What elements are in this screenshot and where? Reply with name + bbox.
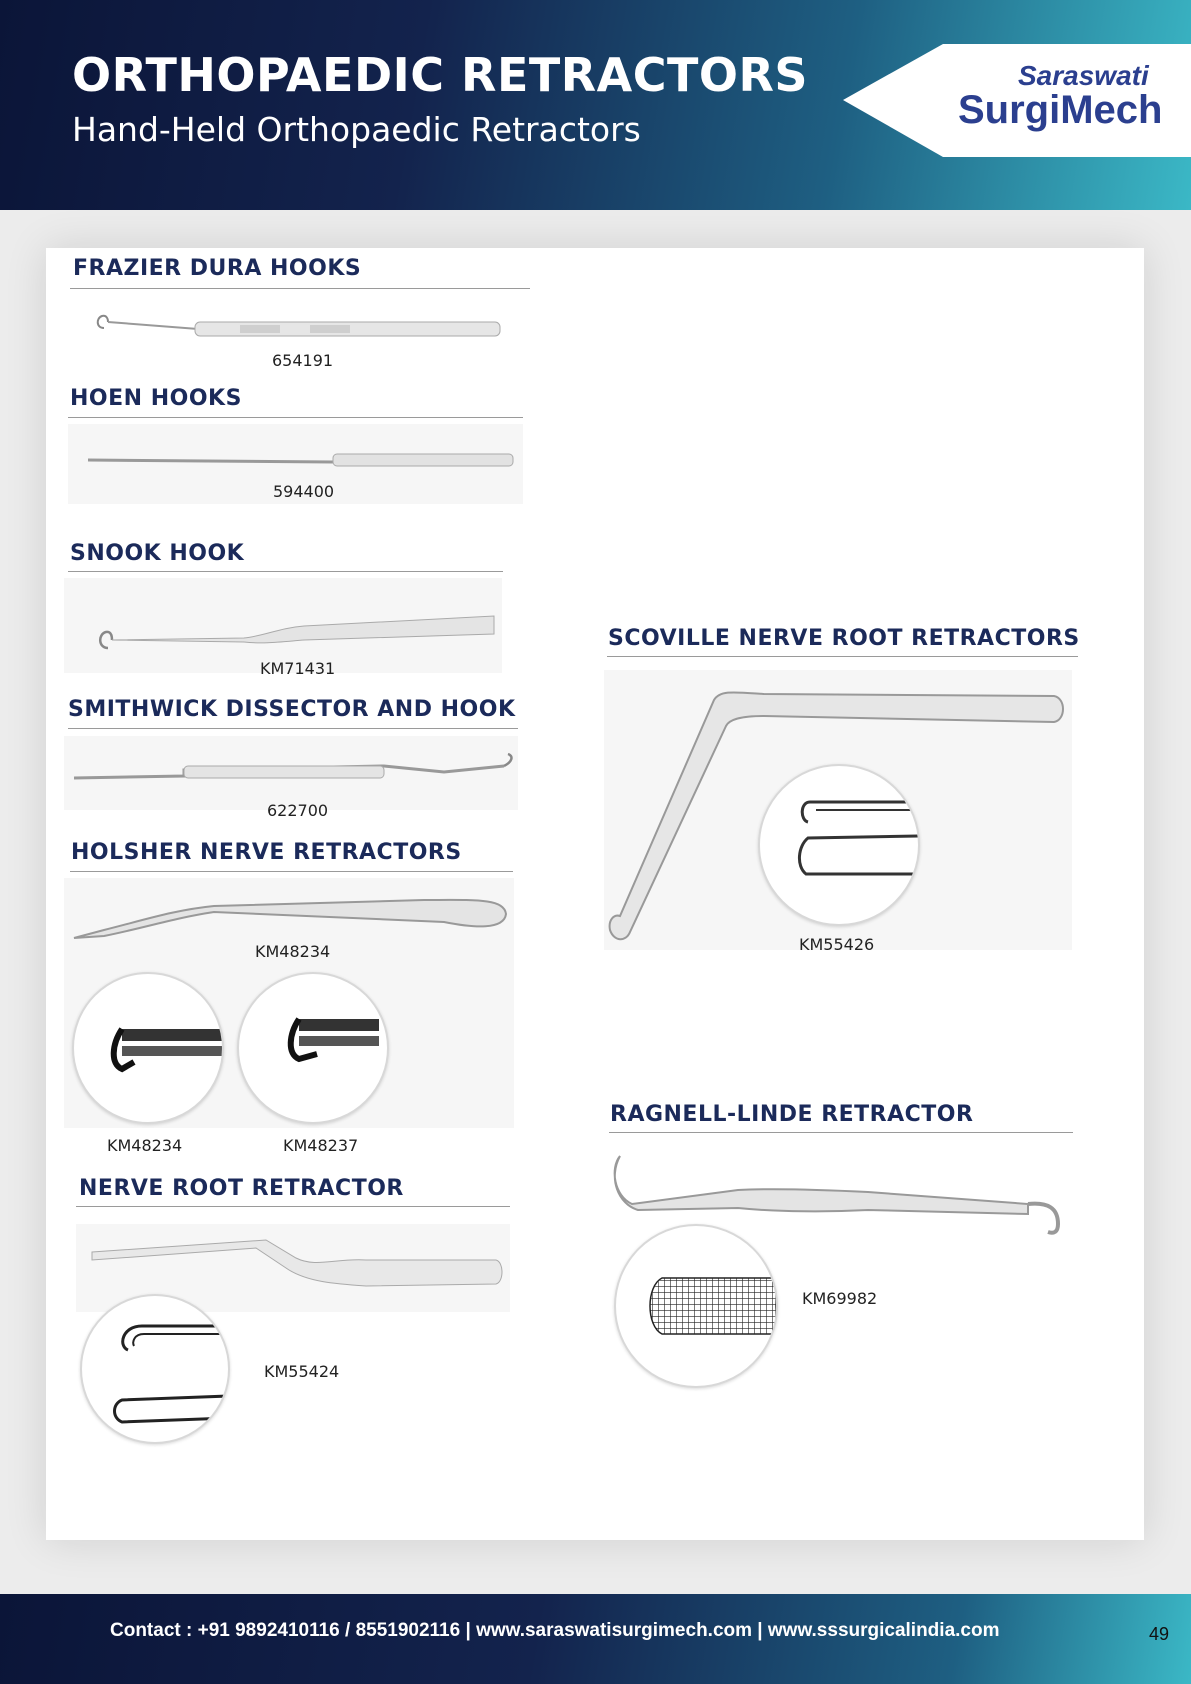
page-subtitle: Hand-Held Orthopaedic Retractors <box>72 110 641 149</box>
section-rule <box>70 288 530 289</box>
product-code-hoen: 594400 <box>273 482 335 501</box>
section-title-scoville: SCOVILLE NERVE ROOT RETRACTORS <box>608 626 1080 651</box>
section-rule <box>68 728 518 729</box>
section-title-nerve-root: NERVE ROOT RETRACTOR <box>79 1176 404 1201</box>
holsher-detail-circle-1 <box>72 972 224 1124</box>
product-code-holsher-detail-2: KM48237 <box>283 1136 359 1155</box>
product-code-nerve-root: KM55424 <box>264 1362 340 1381</box>
section-rule <box>70 871 513 872</box>
section-rule <box>607 656 1078 657</box>
page-number: 49 <box>1149 1624 1170 1644</box>
scoville-detail-circle <box>758 764 920 926</box>
section-rule <box>68 571 503 572</box>
ragnell-detail-circle <box>614 1224 778 1388</box>
product-code-scoville: KM55426 <box>799 935 875 954</box>
product-code-snook: KM71431 <box>260 659 336 678</box>
product-code-frazier: 654191 <box>272 351 334 370</box>
section-title-snook: SNOOK HOOK <box>70 541 245 566</box>
product-code-holsher-detail-1: KM48234 <box>107 1136 183 1155</box>
product-code-ragnell: KM69982 <box>802 1289 878 1308</box>
brand-logo-line2: SurgiMech <box>958 88 1163 132</box>
section-title-hoen: HOEN HOOKS <box>70 386 242 411</box>
footer-contact: Contact : +91 9892410116 / 8551902116 | www.saraswatisurgimech.com | www.sssurgicalindia.com <box>110 1620 1000 1641</box>
page-title: ORTHOPAEDIC RETRACTORS <box>72 48 809 102</box>
brand-logo-line1: Saraswati <box>1018 60 1149 91</box>
section-rule <box>76 1206 510 1207</box>
product-code-holsher: KM48234 <box>255 942 331 961</box>
section-rule <box>68 417 523 418</box>
section-title-holsher: HOLSHER NERVE RETRACTORS <box>71 840 462 865</box>
product-code-smithwick: 622700 <box>267 801 329 820</box>
section-rule <box>609 1132 1073 1133</box>
section-title-frazier: FRAZIER DURA HOOKS <box>73 256 362 281</box>
holsher-detail-circle-2 <box>237 972 389 1124</box>
section-title-smithwick: SMITHWICK DISSECTOR AND HOOK <box>68 697 516 722</box>
smithwick-dissector-image <box>64 736 518 810</box>
frazier-hook-image <box>90 306 510 346</box>
section-title-ragnell: RAGNELL-LINDE RETRACTOR <box>610 1102 974 1127</box>
nerve-root-detail-circle <box>80 1294 230 1444</box>
